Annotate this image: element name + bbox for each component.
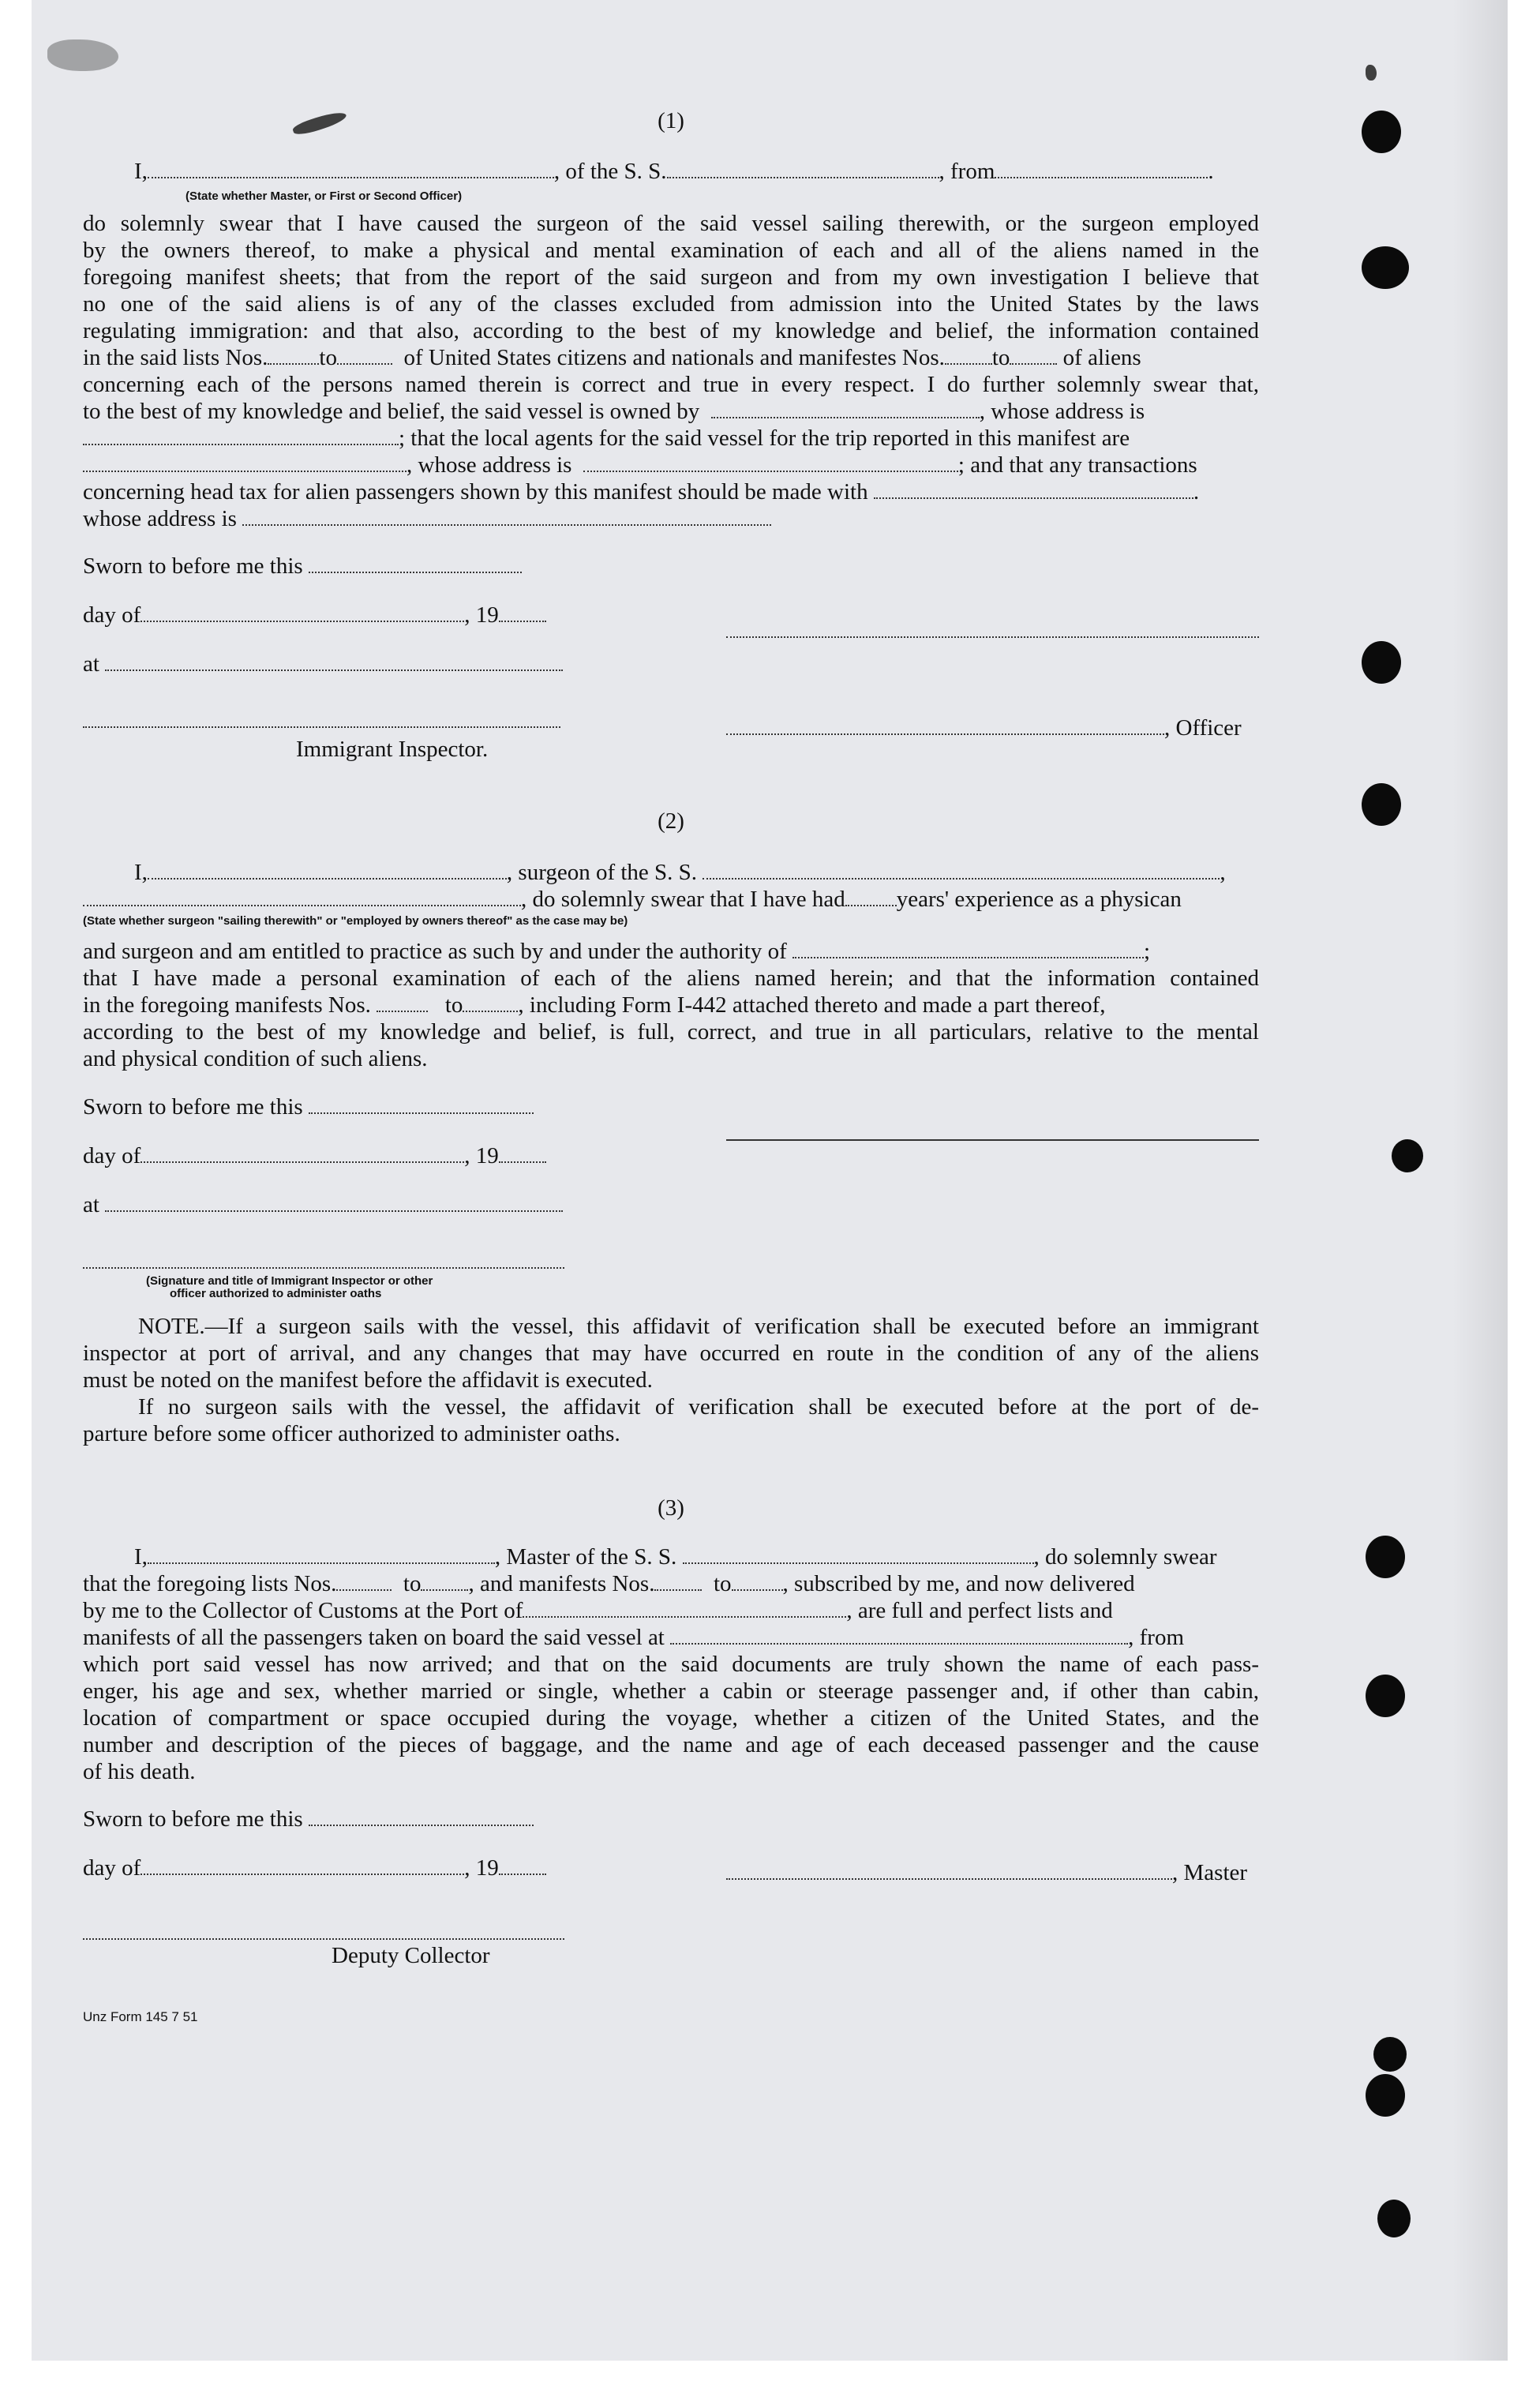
section3-line3: by me to the Collector of Customs at the Port of , are full and perfect lists and <box>83 1598 1113 1623</box>
section1-line1: I, , of the S. S. , from . <box>134 159 1214 184</box>
section1-headtax-line: concerning head tax for alien passengers shown by this manifest should be made with . <box>83 479 1200 504</box>
signature-hint: (Signature and title of Immigrant Inspector or other <box>146 1274 433 1288</box>
section1-para-line: by the owners thereof, to make a physical and mental examination of each and all of the aliens named in the <box>83 238 1259 263</box>
section3-para-line: which port said vessel has now arrived; and that on the said documents are truly shown the name of each pass- <box>83 1652 1259 1677</box>
at-label: at <box>83 651 563 677</box>
note-line: If no surgeon sails with the vessel, the affidavit of verification shall be executed before at the port of de- <box>138 1394 1259 1420</box>
binder-hole <box>1362 641 1401 684</box>
section2-manifests-line: in the foregoing manifests Nos. to , including Form I-442 attached thereto and made a part thereof, <box>83 992 1106 1018</box>
page-edge-shadow <box>1452 0 1508 2361</box>
surgeon-signature-line <box>726 1139 1259 1141</box>
section2-para2-line: according to the best of my knowledge and belief, is full, correct, and true in all particulars, relative to the mental <box>83 1019 1259 1045</box>
day-of-label: day of , 19 <box>83 1855 546 1881</box>
section3-para-line: location of compartment or space occupied during the voyage, whether a citizen of the United States, and the <box>83 1705 1259 1731</box>
officer-signature: , Officer <box>726 715 1242 741</box>
binder-hole <box>1366 2074 1405 2117</box>
section2-para2-line: and physical condition of such aliens. <box>83 1046 428 1071</box>
section1-lists-line: in the said lists Nos. to of United States citizens and nationals and manifestes Nos. to of aliens <box>83 345 1141 370</box>
section1-agents-line: ; that the local agents for the said vessel for the trip reported in this manifest are <box>83 425 1130 452</box>
section3-line4: manifests of all the passengers taken on board the said vessel at , from <box>83 1625 1184 1650</box>
binder-hole <box>1366 1675 1405 1717</box>
officer-hint: (State whether Master, or First or Second Officer) <box>185 189 463 203</box>
section-number: (2) <box>658 808 684 834</box>
inspector-signature-line <box>83 726 560 728</box>
officer-signature-line <box>726 636 1259 638</box>
binder-hole <box>1373 2037 1407 2072</box>
inspector-signature-line <box>83 1267 564 1269</box>
note-line: inspector at port of arrival, and any changes that may have occurred en route in the condition of any of the aliens <box>83 1341 1259 1366</box>
at-label: at <box>83 1191 563 1218</box>
section1-para-line: do solemnly swear that I have caused the surgeon of the said vessel sailing therewith, or the surgeon employed <box>83 211 1259 236</box>
ink-stain <box>291 109 348 138</box>
binder-hole <box>1377 2200 1411 2237</box>
section1-para-line: no one of the said aliens is of any of the classes excluded from admission into the United States by the laws <box>83 291 1259 317</box>
section3-para-line: of his death. <box>83 1759 196 1784</box>
ink-stain <box>1366 65 1377 81</box>
section1-para2: concerning each of the persons named therein is correct and true in every respect. I do further solemnly swear that, <box>83 372 1259 397</box>
section3-para-line: enger, his age and sex, whether married or single, whether a cabin or steerage passenger and, if other than cabin, <box>83 1678 1259 1704</box>
sworn-label: Sworn to before me this <box>83 1093 534 1120</box>
note-line: must be noted on the manifest before the affidavit is executed. <box>83 1367 653 1393</box>
sworn-label: Sworn to before me this <box>83 553 522 579</box>
binder-hole <box>1362 783 1401 826</box>
collector-signature-line <box>83 1938 564 1940</box>
form-number: Unz Form 145 7 51 <box>83 2009 198 2024</box>
section2-authority: and surgeon and am entitled to practice as such by and under the authority of ; <box>83 939 1151 964</box>
sworn-label: Sworn to before me this <box>83 1806 534 1832</box>
binder-hole <box>1362 111 1401 153</box>
section2-line2: , do solemnly swear that I have had years' experience as a physican <box>83 886 1182 913</box>
section1-para-line: foregoing manifest sheets; that from the report of the said surgeon and from my own investigation I believe that <box>83 264 1259 290</box>
section-number: (1) <box>658 108 684 133</box>
signature-hint: officer authorized to administer oaths <box>170 1287 382 1300</box>
day-of-label: day of , 19 <box>83 1142 546 1169</box>
section3-line1: I, , Master of the S. S. , do solemnly swear <box>134 1544 1217 1570</box>
section2-line1: I, , surgeon of the S. S. , <box>134 860 1226 885</box>
immigrant-inspector-label: Immigrant Inspector. <box>296 737 489 762</box>
master-signature: , Master <box>726 1859 1247 1886</box>
note-line: NOTE.—If a surgeon sails with the vessel, this affidavit of verification shall be executed before an immigrant <box>138 1314 1259 1339</box>
binder-hole <box>1362 246 1409 289</box>
day-of-label: day of , 19 <box>83 602 546 628</box>
section3-line2: that the foregoing lists Nos. to , and manifests Nos. to , subscribed by me, and now delivered <box>83 1571 1135 1596</box>
section1-owner-line: to the best of my knowledge and belief, the said vessel is owned by , whose address is <box>83 399 1145 424</box>
ink-stain <box>47 39 118 71</box>
section1-whose-address: whose address is <box>83 505 771 532</box>
section1-para-line: regulating immigration: and that also, according to the best of my knowledge and belief, the information contained <box>83 318 1259 343</box>
binder-hole <box>1366 1536 1405 1578</box>
section3-para-line: number and description of the pieces of baggage, and the name and age of each deceased passenger and the cause <box>83 1732 1259 1757</box>
binder-hole <box>1392 1139 1423 1172</box>
section2-para-line: that I have made a personal examination of each of the aliens named herein; and that the information contained <box>83 966 1259 991</box>
deputy-collector-label: Deputy Collector <box>332 1943 490 1968</box>
note-line: parture before some officer authorized to administer oaths. <box>83 1421 620 1446</box>
section1-agents-address: , whose address is ; and that any transactions <box>83 452 1197 478</box>
section-number: (3) <box>658 1495 684 1521</box>
surgeon-hint: (State whether surgeon "sailing therewith" or "employed by owners thereof" as the case may be) <box>83 914 628 928</box>
